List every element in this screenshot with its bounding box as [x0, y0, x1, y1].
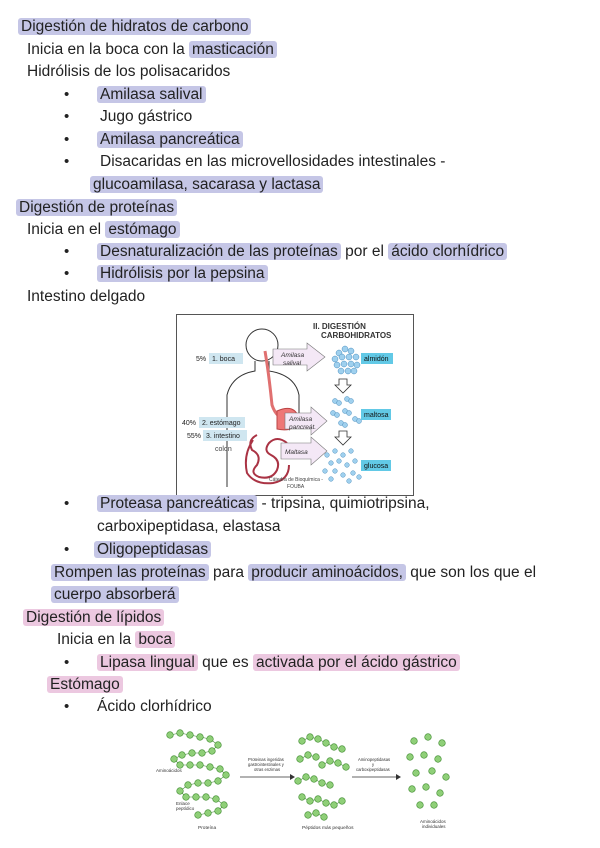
credit-2: FOUBA — [287, 484, 305, 490]
aminoacid-bead — [177, 788, 184, 795]
aminoacid-bead — [331, 744, 338, 751]
arrow-2-head-icon — [396, 774, 401, 780]
aminoacid-bead — [199, 750, 206, 757]
proteins-bullet-3: Proteasa pancreáticas - tripsina, quimiotripsina, — [97, 494, 430, 514]
lipids-sub: Estómago — [47, 675, 123, 695]
estomago-percent: 40% — [182, 420, 197, 427]
intestino-label: 3. intestino — [206, 433, 240, 440]
colon-label: colon — [215, 446, 232, 453]
arrow1-label-3: otras enzimas — [254, 767, 281, 772]
estomago-label: 2. estómago — [202, 420, 241, 427]
carbs-bullet-2: Jugo gástrico — [100, 108, 193, 125]
bullet: • — [64, 243, 70, 260]
aminoacid-bead — [313, 754, 320, 761]
aminoacid-bead — [185, 782, 192, 789]
aminoacid-bead — [205, 780, 212, 787]
bullet: • — [64, 153, 70, 170]
aminoacid-bead — [195, 812, 202, 819]
aminoacid-bead — [187, 732, 194, 739]
aminoacid-bead — [221, 802, 228, 809]
carb-digestion-figure — [176, 314, 414, 496]
aminoacid-bead — [319, 762, 326, 769]
aminoacid-bead — [195, 780, 202, 787]
enlace-label-2: peptídico — [176, 806, 195, 811]
aa-ind-label-1: Aminoácidos — [420, 819, 446, 824]
proteins-para-2: cuerpo absorberá — [51, 585, 179, 605]
aminoacid-bead — [315, 796, 322, 803]
aminoacid-bead — [177, 730, 184, 737]
amilasa-salival-2: salival — [283, 360, 302, 367]
heading-lipids: Digestión de lípidos — [23, 608, 164, 628]
aminoacid-bead — [315, 736, 322, 743]
aminoacid-bead — [307, 798, 314, 805]
peptides-icon — [295, 734, 350, 821]
aminoacid-bead — [215, 808, 222, 815]
lipids-bullet-1: Lipasa lingual que es activada por el ácido gástrico — [97, 653, 460, 673]
aminoacid-bead — [167, 732, 174, 739]
arrow2-label-3: carboxipeptidasas — [356, 767, 390, 772]
aminoacid-bead — [429, 768, 436, 775]
carbs-bullet-4: Disacaridas en las microvellosidades intestinales - — [100, 153, 446, 170]
aminoacid-bead — [327, 758, 334, 765]
aminoacid-bead — [323, 800, 330, 807]
aminoacid-bead — [189, 750, 196, 757]
proteins-bullet-3-cont: carboxipeptidasa, elastasa — [97, 518, 281, 535]
aminoacid-bead — [423, 784, 430, 791]
aminoacid-bead — [223, 772, 230, 779]
carbs-bullet-4-cont: glucoamilasa, sacarasa y lactasa — [90, 175, 323, 195]
lipids-line-1: Inicia en la boca — [57, 630, 175, 650]
bullet: • — [64, 265, 70, 282]
aminoacid-bead — [335, 760, 342, 767]
aminoacid-bead — [183, 794, 190, 801]
aminoacid-bead — [203, 794, 210, 801]
aminoacid-bead — [331, 802, 338, 809]
aminoacid-bead — [205, 810, 212, 817]
figure-title-2: CARBOHIDRATOS — [321, 331, 392, 340]
figure-title-1: II. DIGESTIÓN — [313, 322, 366, 331]
proteins-para-1: Rompen las proteínas para producir aminoácidos, que son los que el — [51, 563, 536, 583]
arrow2-label-2: y — [372, 762, 375, 767]
bullet: • — [64, 108, 70, 125]
maltosa-label: maltosa — [364, 412, 389, 419]
credit-1: Cátedra de Bioquímica - — [269, 477, 323, 483]
maltosa-icon — [331, 397, 362, 428]
glucosa-label: glucosa — [364, 463, 389, 470]
aminoacid-bead — [417, 802, 424, 809]
bullet: • — [64, 541, 70, 558]
arrow1-label-1: Proteinas ingeridas — [248, 757, 284, 762]
bullet: • — [64, 131, 70, 148]
carbs-line-1: Inicia en la boca con la masticación — [27, 40, 277, 60]
amilasa-pancreatica-2: pancreát. — [289, 424, 317, 431]
aminoacid-bead — [339, 746, 346, 753]
heading-proteins: Digestión de proteínas — [16, 198, 177, 218]
aminoacid-bead — [319, 780, 326, 787]
boca-label: 1. boca — [212, 356, 235, 363]
aminoacid-bead — [327, 782, 334, 789]
down-arrow-icon — [335, 431, 351, 445]
boca-percent: 5% — [196, 356, 207, 363]
protein-digestion-figure — [152, 725, 454, 835]
lipids-bullet-2: Ácido clorhídrico — [97, 698, 212, 715]
carbs-bullet-3: Amilasa pancreática — [97, 130, 243, 150]
aminoacid-bead — [295, 778, 302, 785]
aminoacid-bead — [321, 814, 328, 821]
amilasa-salival-1: Amilasa — [281, 352, 305, 359]
aminoacid-bead — [421, 752, 428, 759]
proteins-bullet-4: Oligopeptidasas — [94, 540, 211, 560]
aminoacid-bead — [297, 756, 304, 763]
aminoacid-bead — [305, 812, 312, 819]
aminoacid-bead — [215, 742, 222, 749]
proteins-bullet-1: Desnaturalización de las proteínas por el ácido clorhídrico — [97, 242, 507, 262]
intestino-percent: 55% — [187, 433, 202, 440]
aminoacid-bead — [303, 774, 310, 781]
aminoacid-bead — [431, 802, 438, 809]
aminoacid-bead — [439, 740, 446, 747]
aminoacidos-label: Aminoácidos — [156, 768, 182, 773]
aminoacid-bead — [207, 764, 214, 771]
aminoacid-bead — [413, 770, 420, 777]
peptidos-label: Péptidos más pequeños — [302, 826, 354, 831]
aminoacid-bead — [179, 752, 186, 759]
aminoacid-bead — [171, 756, 178, 763]
aminoacid-bead — [299, 738, 306, 745]
aminoacid-bead — [343, 764, 350, 771]
carbs-line-2: Hidrólisis de los polisacaridos — [27, 63, 231, 80]
aminoacid-bead — [299, 794, 306, 801]
carb-digestion-diagram — [177, 315, 413, 495]
aminoacid-bead — [187, 762, 194, 769]
aminoacid-bead — [209, 748, 216, 755]
down-arrow-icon — [335, 379, 351, 393]
aminoacid-bead — [339, 798, 346, 805]
bullet: • — [64, 495, 70, 512]
enlace-label-1: Enlace — [176, 801, 190, 806]
carbs-bullet-1: Amilasa salival — [97, 85, 206, 105]
aminoacid-bead — [313, 810, 320, 817]
protein-digestion-diagram — [152, 725, 454, 835]
amilasa-pancreatica-1: Amilasa — [289, 416, 313, 423]
arrow-1-head-icon — [290, 774, 295, 780]
glucosa-icon — [323, 449, 362, 484]
aminoacid-bead — [213, 796, 220, 803]
proteina-label: Proteína — [198, 826, 217, 831]
aminoacid-bead — [193, 794, 200, 801]
bullet: • — [64, 698, 70, 715]
aminoacid-bead — [217, 766, 224, 773]
almidon-label: almidón — [364, 356, 389, 363]
aa-ind-label-2: individuales — [422, 824, 446, 829]
aminoacid-bead — [197, 762, 204, 769]
arrow2-label-1: Aminopeptidasas — [358, 757, 391, 762]
bullet: • — [64, 654, 70, 671]
aminoacid-bead — [409, 786, 416, 793]
aminoacid-bead — [207, 736, 214, 743]
aminoacid-bead — [307, 734, 314, 741]
aminoacid-bead — [437, 790, 444, 797]
aminoacid-bead — [215, 778, 222, 785]
aminoacid-bead — [311, 776, 318, 783]
almidon-icon — [332, 346, 360, 374]
individual-aminoacids-icon — [407, 734, 450, 809]
proteins-line-1: Inicia en el estómago — [27, 220, 180, 240]
aminoacid-bead — [443, 774, 450, 781]
aminoacid-bead — [407, 754, 414, 761]
aminoacid-bead — [323, 740, 330, 747]
maltasa-arrow-label: Maltasa — [285, 449, 308, 456]
aminoacid-bead — [411, 738, 418, 745]
aminoacid-bead — [425, 734, 432, 741]
heading-carbs: Digestión de hidratos de carbono — [18, 17, 251, 37]
proteins-line-2: Intestino delgado — [27, 288, 146, 305]
peptide-bond-line — [322, 761, 346, 767]
bullet: • — [64, 86, 70, 103]
arrow1-label-2: gastrointestinales y — [248, 762, 284, 767]
proteins-bullet-2: Hidrólisis por la pepsina — [97, 264, 268, 284]
aminoacid-bead — [305, 752, 312, 759]
aminoacid-bead — [435, 756, 442, 763]
aminoacid-bead — [197, 734, 204, 741]
